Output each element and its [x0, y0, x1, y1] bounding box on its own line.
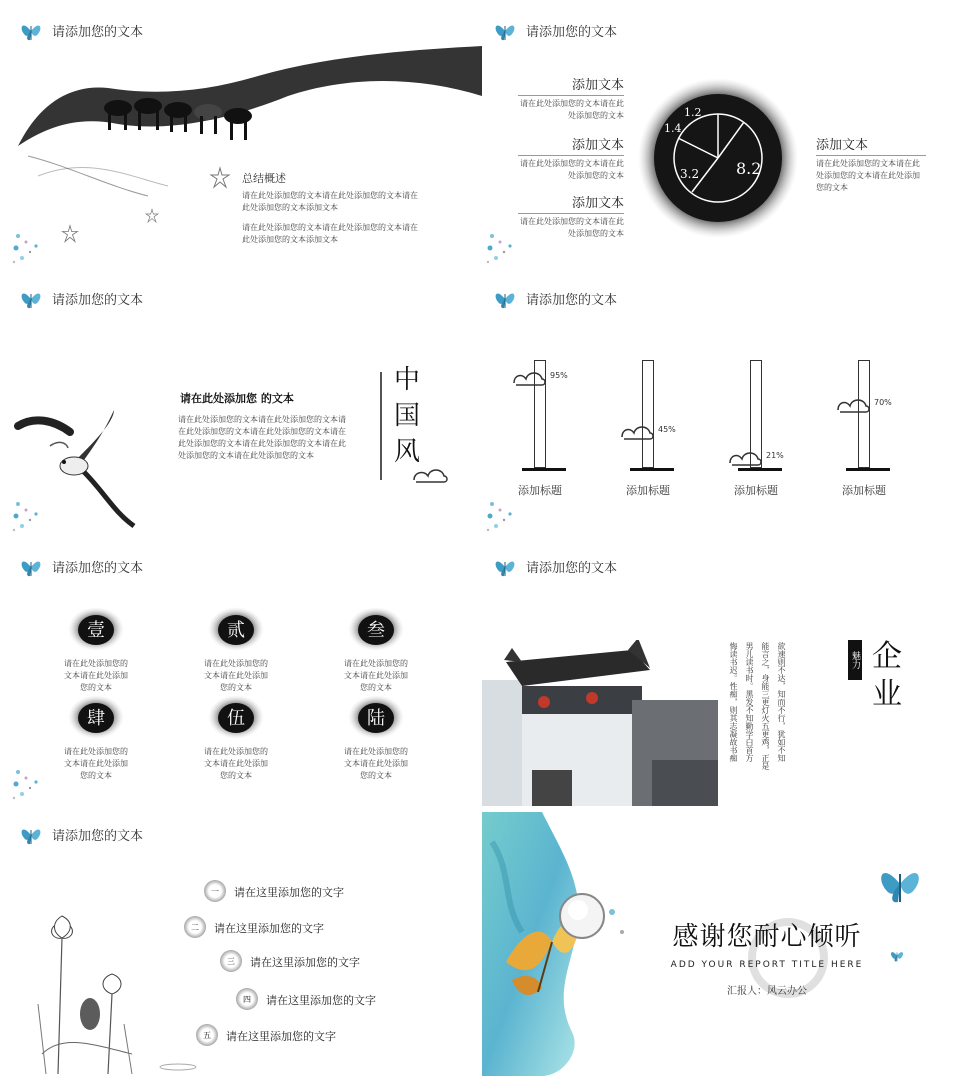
vertical-title-char: 国 [394, 401, 421, 431]
bar-base [738, 468, 782, 471]
content-title: 请在此处添加您 的文本 [180, 392, 294, 405]
list-number-badge: 三 [220, 950, 242, 972]
slide-header [20, 554, 143, 578]
slide-6[interactable] [482, 544, 956, 808]
butterfly-icon [890, 946, 904, 964]
block-title: 添加文本 [816, 134, 926, 156]
slide-header [20, 286, 143, 310]
vertical-title-char: 风 [394, 437, 421, 467]
poem-column: 男儿读书时。黑发不知勤学白首方 [745, 642, 754, 762]
text-block [518, 74, 624, 122]
butterfly-icon [494, 286, 516, 310]
list-item-text: 请在这里添加您的文字 [226, 1030, 336, 1043]
poem-column: 能言之，身能三更灯火五更鸡，正是 [761, 642, 770, 770]
bar-value-label: 21% [766, 451, 784, 461]
poem-columns [726, 642, 788, 808]
ink-item-text: 请在此处添加您的文本请在此处添加您的文本 [204, 747, 268, 780]
ink-item-char: 贰 [227, 620, 245, 641]
slide-3[interactable] [8, 276, 482, 540]
lotus-illustration [32, 904, 152, 1074]
butterfly-icon [20, 554, 42, 578]
slide-4[interactable] [482, 276, 956, 540]
block-title: 添加文本 [518, 192, 624, 214]
reporter-label: 汇报人：风云办公 [727, 986, 807, 997]
block-text: 请在此处添加您的文本请在此处添加您的文本请在此处添加您的文本 [816, 159, 920, 192]
bar-tube [642, 360, 654, 468]
slide-8[interactable] [482, 812, 956, 1076]
building-photo [482, 640, 718, 806]
bar-marker [836, 396, 872, 414]
header-title: 请添加您的文本 [52, 828, 144, 844]
ink-item-char: 肆 [87, 708, 105, 729]
slide-7[interactable] [8, 812, 482, 1076]
pie-label: 1.4 [664, 122, 682, 135]
block-text: 请在此处添加您的文本请在此处添加您的文本 [520, 159, 624, 180]
ink-item-text: 请在此处添加您的文本请在此处添加您的文本 [204, 659, 268, 692]
slide-header [20, 822, 143, 846]
vertical-title [394, 362, 420, 470]
butterfly-icon [20, 822, 42, 846]
summary-paragraph: 请在此处添加您的文本请在此处添加您的文本请在此处添加您的文本添加文本 [242, 191, 418, 212]
ink-item-char: 壹 [87, 620, 105, 641]
flower-icon [60, 224, 80, 244]
decor-dots [484, 228, 524, 268]
decor-swirl [158, 1062, 198, 1072]
flower-icon [144, 208, 160, 224]
block-text: 请在此处添加您的文本请在此处添加您的文本 [520, 217, 624, 238]
header-title: 请添加您的文本 [526, 292, 618, 308]
pie-label: 1.2 [684, 106, 702, 119]
summary-paragraph: 请在此处添加您的文本请在此处添加您的文本请在此处添加您的文本添加文本 [242, 223, 418, 244]
bar-marker [728, 449, 764, 467]
decor-dots [10, 764, 50, 804]
poem-column: 悔读书迟。性痴，则其志凝故书痴 [729, 642, 738, 762]
header-title: 请添加您的文本 [52, 292, 144, 308]
list-item-text: 请在这里添加您的文字 [266, 994, 376, 1007]
watercolor-butterfly-illustration [482, 812, 632, 1076]
bar-marker [512, 369, 548, 387]
header-title: 请添加您的文本 [526, 24, 618, 40]
bar-base [630, 468, 674, 471]
bar-title: 添加标题 [842, 484, 886, 497]
vertical-title-char: 中 [394, 365, 421, 395]
vertical-rule [380, 372, 382, 480]
block-text: 请在此处添加您的文本请在此处添加您的文本 [520, 99, 624, 120]
bar-base [522, 468, 566, 471]
bar-value-label: 70% [874, 398, 892, 408]
decor-dots [484, 496, 524, 536]
butterfly-icon [494, 554, 516, 578]
cloud-icon [410, 462, 450, 486]
pie-label: 3.2 [680, 167, 700, 181]
ink-item-text: 请在此处添加您的文本请在此处添加您的文本 [344, 659, 408, 692]
bar-title: 添加标题 [518, 484, 562, 497]
block-title: 添加文本 [518, 74, 624, 96]
header-title: 请添加您的文本 [526, 560, 618, 576]
text-block [518, 192, 624, 240]
slide-header [494, 18, 617, 42]
slide-1[interactable] [8, 8, 482, 272]
ink-item-text: 请在此处添加您的文本请在此处添加您的文本 [64, 659, 128, 692]
tag-label: 魅力 [848, 640, 862, 680]
slide-5[interactable] [8, 544, 482, 808]
bar-title: 添加标题 [626, 484, 670, 497]
ink-item-char: 叁 [367, 620, 385, 641]
list-item-text: 请在这里添加您的文字 [250, 956, 360, 969]
list-item-text: 请在这里添加您的文字 [214, 922, 324, 935]
slide-header [494, 286, 617, 310]
poem-column: 欲速则不达，知而不行，犹如不知 [777, 642, 786, 762]
header-title: 请添加您的文本 [52, 24, 144, 40]
bar-base [846, 468, 890, 471]
decor-dots [10, 228, 50, 268]
pie-label: 8.2 [736, 159, 762, 178]
flower-icon [208, 166, 232, 190]
summary-title: 总结概述 [242, 172, 286, 185]
list-number-badge: 五 [196, 1024, 218, 1046]
bar-marker [620, 423, 656, 441]
header-title: 请添加您的文本 [52, 560, 144, 576]
content-body: 请在此处添加您的文本请在此处添加您的文本请在此处添加您的文本请在此处添加您的文本请在此处添加您的文本请在此处添加您的文本请在此处添加您的文本请在此处添加您的文本 [178, 415, 346, 460]
butterfly-icon [878, 852, 922, 912]
butterfly-icon [494, 18, 516, 42]
text-block-right [816, 134, 926, 194]
list-number-badge: 二 [184, 916, 206, 938]
big-title-char: 企 [872, 639, 902, 674]
bar-title: 添加标题 [734, 484, 778, 497]
big-title [872, 638, 902, 714]
text-block [518, 134, 624, 182]
ink-pie-chart [632, 74, 802, 244]
list-item-text: 请在这里添加您的文字 [234, 886, 344, 899]
big-title-char: 业 [872, 677, 902, 712]
ink-item-text: 请在此处添加您的文本请在此处添加您的文本 [64, 747, 128, 780]
list-number-badge: 一 [204, 880, 226, 902]
decor-dots [10, 496, 50, 536]
slide-2[interactable] [482, 8, 956, 272]
ink-item-char: 伍 [227, 708, 245, 729]
block-title: 添加文本 [518, 134, 624, 156]
bar-value-label: 45% [658, 425, 676, 435]
ink-item-char: 陆 [367, 708, 385, 729]
thanks-title: 感谢您耐心倾听 [672, 922, 862, 952]
butterfly-icon [20, 286, 42, 310]
bar-value-label: 95% [550, 371, 568, 381]
list-number-badge: 四 [236, 988, 258, 1010]
report-subtitle: ADD YOUR REPORT TITLE HERE [670, 960, 864, 970]
ink-item-text: 请在此处添加您的文本请在此处添加您的文本 [344, 747, 408, 780]
slide-header [494, 554, 617, 578]
